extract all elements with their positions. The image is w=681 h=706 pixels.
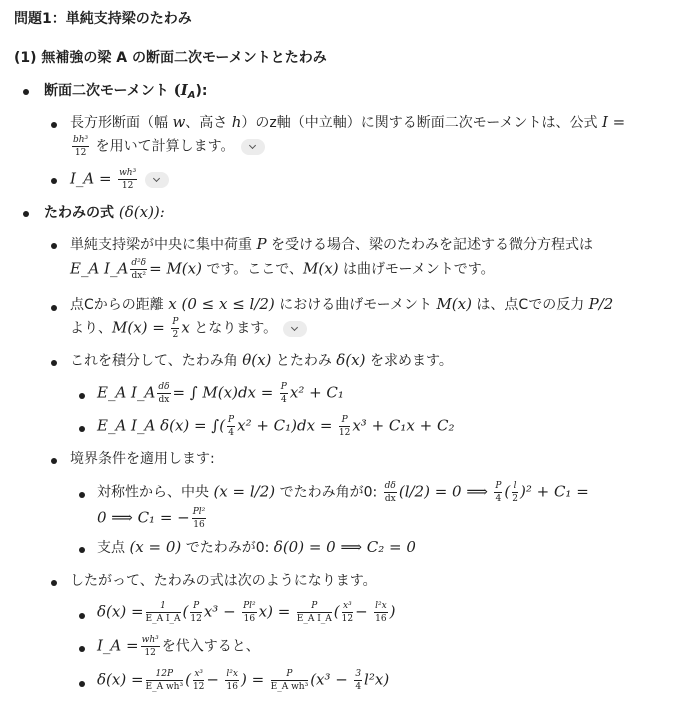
moment-desc-line2: $\frac{\text{bh³}}{12}$ を用いて計算します。 (70, 135, 265, 158)
expand-chevron-icon[interactable] (283, 321, 307, 337)
page-title: 問題1：単純支持梁のたわみ (14, 11, 192, 27)
p2-line2: より、M(x) = $\frac{P}{2}$ x となります。 (70, 317, 307, 340)
bc-label: 境界条件を適用します: (70, 451, 215, 467)
result-label: したがって、たわみの式は次のようになります。 (70, 573, 377, 589)
result-3: δ(x) = $\frac{12P}{\text{E\_A wh³}}$ ( $\frac{\text{x³}}{12}$ − $\frac{\text{l²x}}{16}$ ) = $\frac{P}{\text{E\_A wh³}}$ (x³ − $\frac{3}{4}$ l²x) (97, 669, 390, 692)
bullet (51, 360, 57, 366)
result-2: I_A = $\frac{\text{wh³}}{12}$ を代入すると、 (97, 635, 260, 658)
bc2: 支点 (x = 0) でたわみが0: δ(0) = 0 ⟹ C₂ = 0 (97, 538, 416, 556)
section-heading: (1) 無補強の梁 A の断面二次モーメントとたわみ (14, 50, 327, 66)
integral-2: E_A I_A δ(x) = ∫( $\frac{P}{4}$ x² + C₁)dx = $\frac{P}{12}$ x³ + C₁x + C₂ (97, 415, 455, 438)
bullet (23, 211, 29, 217)
p1-line2: E_A I_A $\frac{\text{d²δ}}{\text{dx²}}$ = M(x) です。ここで、M(x) は曲げモーメントです。 (70, 258, 495, 281)
bc1-line1: 対称性から、中央 (x = l/2) でたわみ角が0: $\frac{d\delta}{dx}$ (l/2) = 0 ⟹ $\frac{P}{4}$ ( $\frac{l}{2}$ )² + C₁ = (97, 481, 589, 504)
p2-line1: 点Cからの距離 x (0 ≤ x ≤ l/2) における曲げモーメント M(x) は、点Cでの反力 P/2 (70, 295, 614, 313)
bullet (51, 178, 57, 184)
bullet (79, 681, 85, 687)
bullet (79, 613, 85, 619)
result-1: δ(x) = $\frac{1}{\text{E\_A I\_A}}$ ( $\frac{P}{12}$ x³ − $\frac{\text{Pl²}}{16}$ x) = $\frac{P}{\text{E\_A I\_A}}$ ( $\frac{\text{x³}}{12}$ − $\frac{\text{l²x}}{16}$ ) (97, 601, 396, 624)
bullet (51, 580, 57, 586)
expand-chevron-icon[interactable] (241, 139, 265, 155)
ia-formula: I_A = $\frac{\text{wh³}}{12}$ (70, 168, 169, 191)
bullet (79, 547, 85, 553)
p1-line1: 単純支持梁が中央に集中荷重 P を受ける場合、梁のたわみを記述する微分方程式は (70, 235, 593, 253)
bc1-line2: 0 ⟹ C₁ = − $\frac{\text{Pl²}}{16}$ (97, 507, 206, 530)
integral-1: E_A I_A $\frac{d\delta}{dx}$ = ∫ M(x)dx = $\frac{P}{4}$ x² + C₁ (97, 382, 344, 405)
moment-heading: 断面二次モーメント $(I_A)$: (44, 81, 208, 101)
bullet (79, 393, 85, 399)
bullet (51, 458, 57, 464)
expand-chevron-icon[interactable] (145, 172, 169, 188)
bullet (23, 89, 29, 95)
bullet (79, 492, 85, 498)
bullet (51, 122, 57, 128)
moment-desc-line1: 長方形断面（幅 w、高さ h）のz軸（中立軸）に関する断面二次モーメントは、公式 I = (70, 113, 626, 131)
bullet (79, 426, 85, 432)
bullet (79, 646, 85, 652)
p3: これを積分して、たわみ角 θ(x) とたわみ δ(x) を求めます。 (70, 351, 453, 369)
bullet (51, 305, 57, 311)
bullet (51, 243, 57, 249)
deflection-heading: たわみの式 (δ(x)): (44, 203, 165, 221)
